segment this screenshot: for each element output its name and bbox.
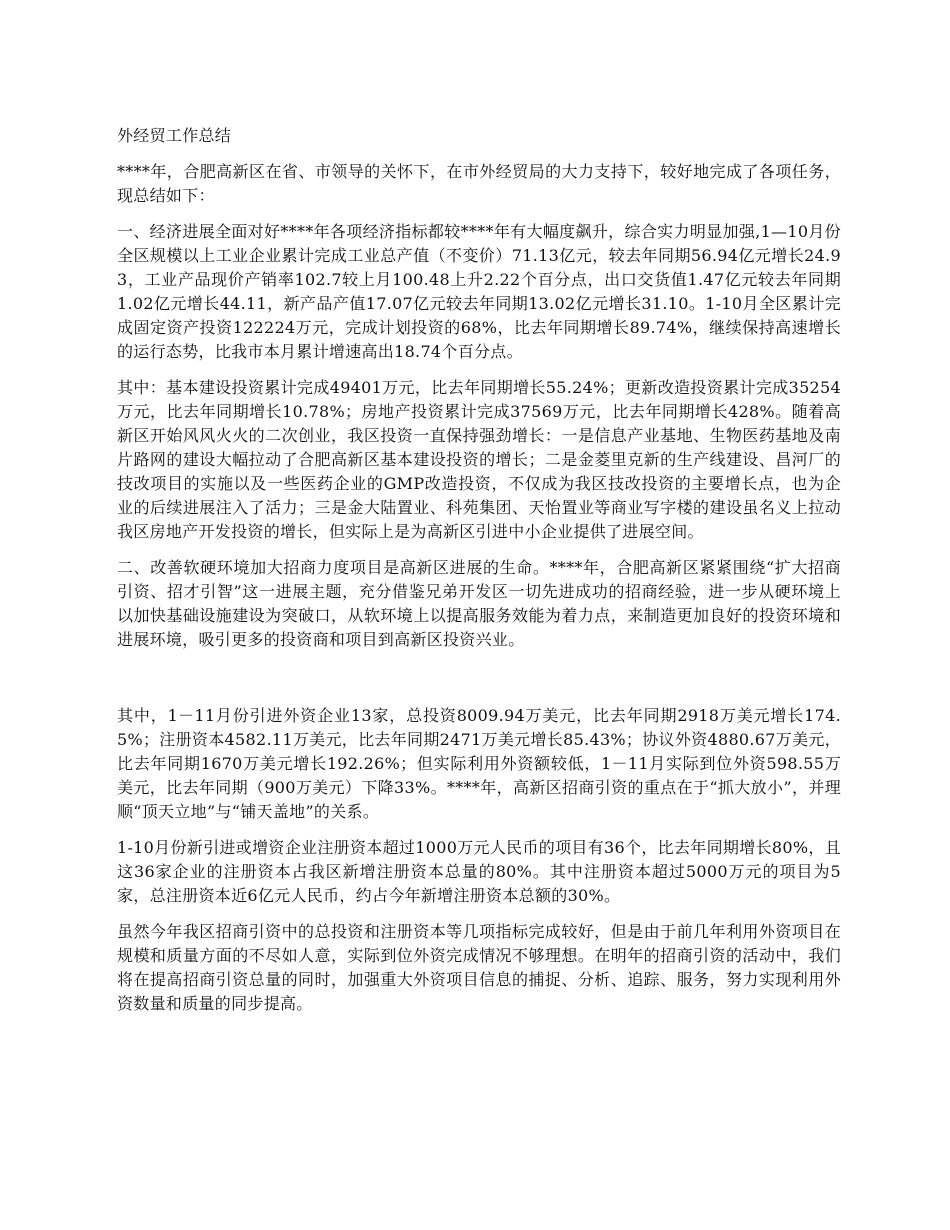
- paragraph-economy: 一、经济进展全面对好****年各项经济指标都较****年有大幅度飙升，综合实力明显加强,1—10月份全区规模以上工业企业累计完成工业总产值（不变价）71.13亿元，较去年同期56.94亿元增长24.93，工业产品现价产销率102.7较上月100.48上升2.22个百分点，出口交货值1.47亿元较去年同期1.02亿元增长44.11，新产品产值17.07亿元较去年同期13.02亿元增长31.10。1-10月全区累计完成固定资产投资122224万元，完成计划投资的68%，比去年同期增长89.74%，继续保持高速增长的运行态势，比我市本月累计增速高出18.74个百分点。: [117, 222, 841, 361]
- document-title: 外经贸工作总结: [117, 126, 232, 145]
- document-page: [117, 124, 841, 1028]
- paragraph-environment: 二、改善软硬环境加大招商力度项目是高新区进展的生命。****年，合肥高新区紧紧围绕“扩大招商引资、招才引智”这一进展主题，充分借鉴兄弟开发区一切先进成功的招商经验，进一步从硬环境上以加快基础设施建设为突破口，从软环境上以提高服务效能为着力点，来制造更加良好的投资环境和进展环境，吸引更多的投资商和项目到高新区投资兴业。: [117, 558, 841, 649]
- paragraph-foreign-investment: 其中，1－11月份引进外资企业13家，总投资8009.94万美元，比去年同期2918万美元增长174.5%；注册资本4582.11万美元，比去年同期2471万美元增长85.43%；协议外资4880.67万美元，比去年同期1670万美元增长192.26%；但实际利用外资额较低，1－11月实际到位外资598.55万美元，比去年同期（900万美元）下降33%。****年，高新区招商引资的重点在于“抓大放小”，并理顺“顶天立地”与“铺天盖地”的关系。: [117, 706, 841, 821]
- paragraph-registered-capital: 1-10月份新引进或增资企业注册资本超过1000万元人民币的项目有36个，比去年同期增长80%，且这36家企业的注册资本占我区新增注册资本总量的80%。其中注册资本超过5000万元的项目为5家，总注册资本近6亿元人民币，约占今年新增注册资本总额的30%。: [117, 838, 841, 905]
- paragraph-outlook: 虽然今年我区招商引资中的总投资和注册资本等几项指标完成较好，但是由于前几年利用外资项目在规模和质量方面的不尽如人意，实际到位外资完成情况不够理想。在明年的招商引资的活动中，我们将在提高招商引资总量的同时，加强重大外资项目信息的捕捉、分析、追踪、服务，努力实现利用外资数量和质量的同步提高。: [117, 922, 841, 1013]
- paragraph-investment: 其中：基本建设投资累计完成49401万元，比去年同期增长55.24%；更新改造投资累计完成35254万元，比去年同期增长10.78%；房地产投资累计完成37569万元，比去年同期增长428%。随着高新区开始风风火火的二次创业，我区投资一直保持强劲增长：一是信息产业基地、生物医药基地及南片路网的建设大幅拉动了合肥高新区基本建设投资的增长；二是金菱里克新的生产线建设、昌河厂的技改项目的实施以及一些医药企业的GMP改造投资，不仅成为我区技改投资的主要增长点，也为企业的后续进展注入了活力；三是金大陆置业、科苑集团、天怡置业等商业写字楼的建设虽名义上拉动我区房地产开发投资的增长，但实际上是为高新区引进中小企业提供了进展空间。: [117, 378, 841, 541]
- paragraph-intro: ****年，合肥高新区在省、市领导的关怀下，在市外经贸局的大力支持下，较好地完成了各项任务，现总结如下：: [117, 162, 841, 205]
- paragraph-spacer: [117, 664, 841, 704]
